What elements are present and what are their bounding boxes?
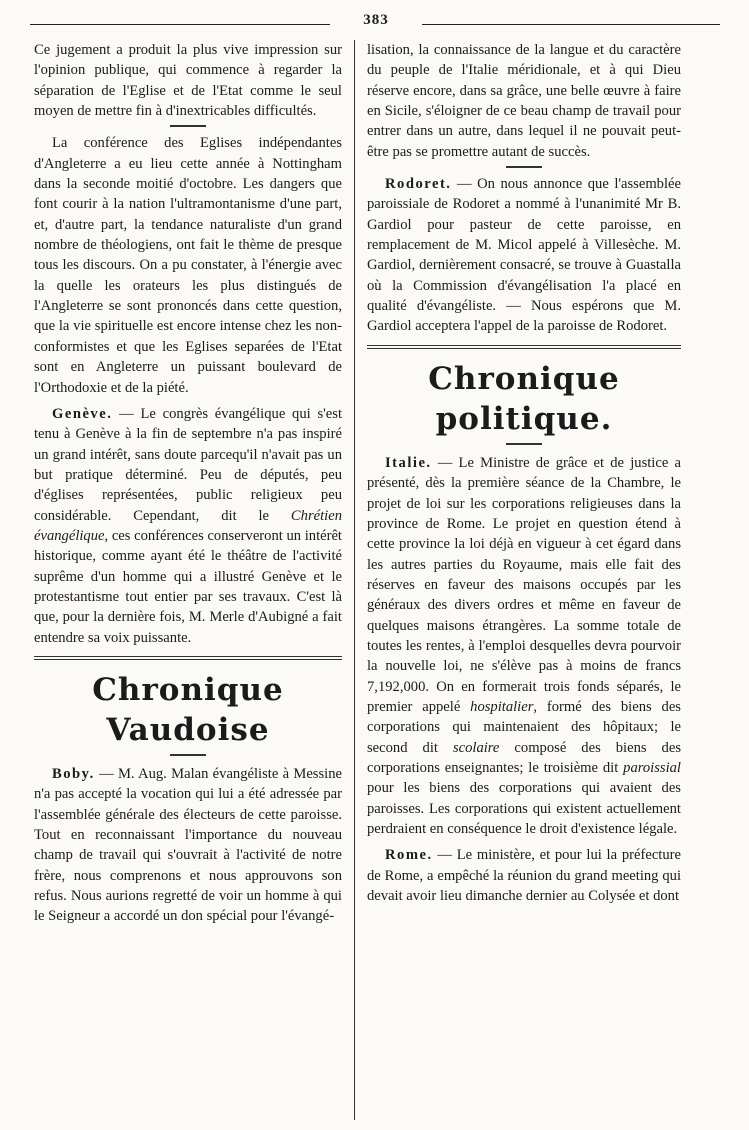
rome-text: — Le ministère, et pour lui la préfecture de Rome, a empêché la réunion du grand meeting qui devait avoir lieu dimanche dernier au Colysée et dont — [367, 847, 681, 905]
section-title-vaudoise: Chronique Vaudoise — [92, 671, 284, 748]
italie-lead: Italie. — [385, 454, 432, 471]
header-rule-left — [30, 24, 330, 25]
italie-text-d: pour les biens des corporations qui avaient des paroisses. Les corporations qui existent actuellement perdraient en conséquence le droit d'existence légale. — [367, 780, 681, 837]
rome-lead: Rome. — [385, 847, 433, 864]
paragraph-geneve — [34, 404, 342, 648]
left-column — [34, 40, 342, 927]
section-title-politique: Chronique politique. — [428, 360, 620, 437]
italie-italic-scolaire: scolaire — [452, 739, 500, 756]
geneve-text-b: , ces conférences conserveront un intérêt historique, comme ayant été le théâtre de l'activité suprême d'un homme qui a illustré Genève et le protestantisme tout entier par ses travaux. C'est là que, pour la dernière fois, M. Merle d'Aubigné a fait entendre sa voix puissante. — [34, 527, 342, 646]
geneve-lead: Genève. — [52, 405, 113, 422]
section-rule — [34, 656, 342, 660]
italie-italic-paroissial: paroissial — [623, 759, 681, 776]
rodoret-text: — On nous annonce que l'assemblée paroissiale de Rodoret a nommé à l'unanimité Mr B. Gardiol pour pasteur de cette paroisse, en remplacement de M. Micol appelé à Villesèche. M. Gardiol, dernièrement consacré, se trouve à Guastalla où la Commission d'évangélisation l'a placé en qualité d'évangéliste. — Nous espérons que M. Gardiol acceptera l'appel de la paroisse de Rodoret. — [367, 176, 681, 335]
boby-lead: Boby. — [52, 765, 95, 782]
paragraph-lisation: lisation, la connaissance de la langue et du caractère du peuple de l'Italie méridionale, et à qui Dieu réserve encore, dans sa grâce, une belle œuvre à faire en Sicile, s'éloigner de ce beau champ de travail pour entrer dans un autre, dans lequel il ne pouvait peut-être pas se promettre autant de succès. — [367, 42, 681, 160]
header-rule-right — [422, 24, 720, 25]
italie-italic-hospitalier: hospitalier — [470, 698, 534, 715]
separator — [170, 754, 206, 756]
page-header — [30, 12, 720, 32]
italie-text-a: — Le Ministre de grâce et de justice a présenté, dès la première séance de la Chambre, le projet de loi sur les corporations religieuses dans la province de Rome. Le projet en question étend à cette province la loi déjà en vigueur à cet égard dans les autres parties du Royaume, mais elle fait des réserves en faveur des maisons occupés par les généraux des divers ordres et même en faveur de quelques maisons étrangères. La somme totale de toutes les rentes, à l'emploi desquelles devra pourvoir la nouvelle loi, ne s'élève pas à moins de francs 7,192,000. On en formerait trois fonds séparés, le premier appelé — [367, 454, 681, 715]
paragraph-boby — [34, 764, 342, 927]
italie-text-c: composé des biens des corporations enseignantes; le troisième dit — [367, 739, 681, 776]
paragraph-rodoret — [367, 174, 681, 337]
paragraph-italie — [367, 453, 681, 840]
paragraph-judgement: Ce jugement a produit la plus vive impression sur l'opinion publique, qui commence à regarder la séparation de l'Eglise et de l'Etat comme le seul moyen de mettre fin à d'inextricables difficultés. — [34, 42, 342, 120]
separator — [506, 443, 542, 445]
geneve-text-a: — Le congrès évangélique qui s'est tenu à Genève à la fin de septembre n'a pas inspiré un grand intérêt, sans doute parcequ'il n'avait pas un but pratique déterminé. Peu de députés, peu d'églises représentées, public religieux peu considérable. Cependant, dit le — [34, 405, 342, 524]
right-column — [367, 40, 681, 906]
italie-text-b: , formé des biens des corporations qui maintenaient des hôpitaux; le second dit — [367, 698, 681, 756]
geneve-italic: Chrétien évangélique — [34, 507, 342, 544]
page-number: 383 — [363, 12, 389, 28]
column-divider — [354, 40, 355, 1120]
boby-text: — M. Aug. Malan évangéliste à Messine n'a pas accepté la vocation qui lui a été adressée par l'assemblée générale des électeurs de cette paroisse. Tout en reconnaissant l'importance du nouveau champ de travail qui s'ouvrait à l'activité de notre frère, nous comprenons et nous approuvons son refus. Nous aurions regretté de voir un homme à qui le Seigneur a accordé un don spécial pour l'évangé- — [34, 765, 342, 925]
section-rule — [367, 345, 681, 349]
rodoret-lead: Rodoret. — [385, 176, 452, 193]
separator — [170, 125, 206, 127]
paragraph-rome — [367, 845, 681, 906]
separator — [506, 166, 542, 168]
paragraph-conference: La conférence des Eglises indépendantes d'Angleterre a eu lieu cette année à Nottingham dans la seconde moitié d'octobre. Les dangers que font courir à la nation l'ultramontanisme d'une part, et, d'autre part, la tendance naturaliste d'un grand nombre de théologiens, ont fait le thème de presque tous les discours. On a pu constater, à l'énergie avec la quelle les orateurs les plus distingués de l'Angleterre se sont prononcés dans cette question, que la vie spirituelle est encore intense chez les non-conformistes et que les Eglises separées de l'Etat sont en Angleterre un puissant boulevard de l'Orthodoxie et de la piété. — [34, 135, 342, 396]
